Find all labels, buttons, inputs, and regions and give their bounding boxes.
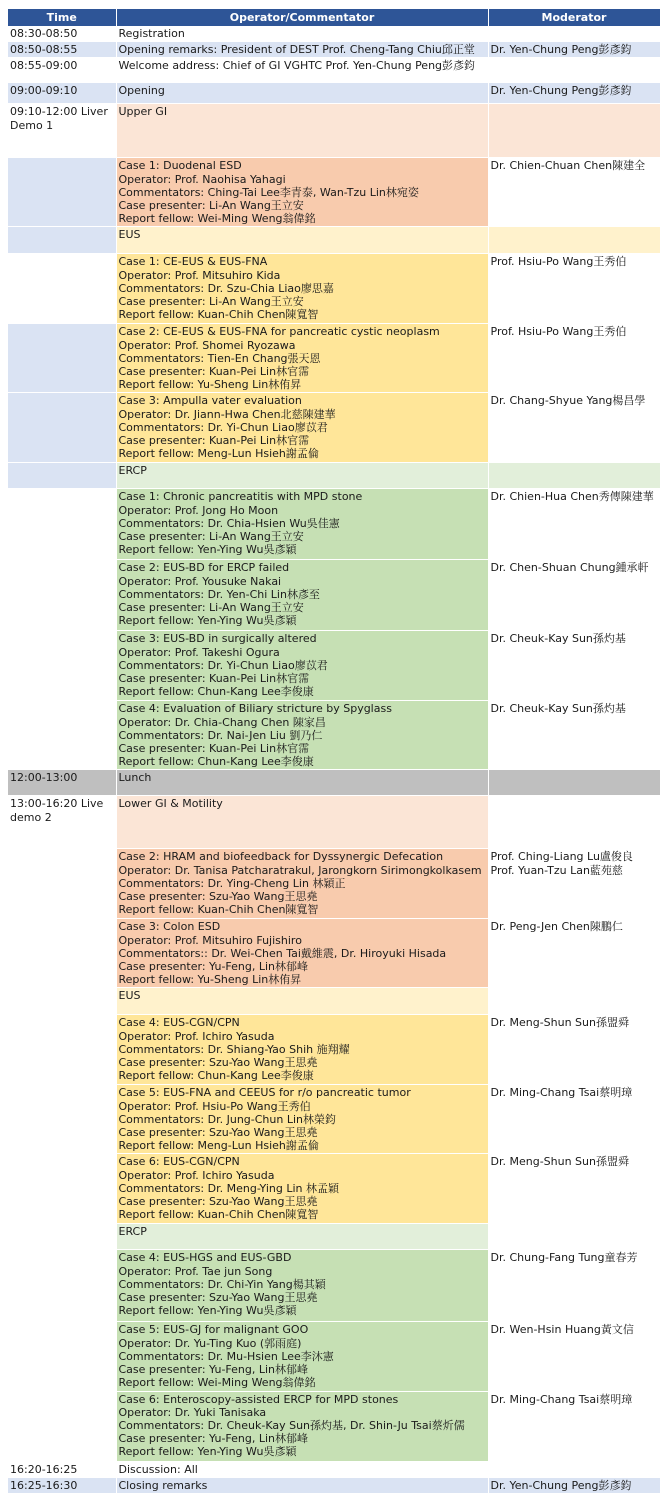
session-cell: Opening remarks: President of DEST Prof. Cheng-Tang Chiu邱正堂 <box>116 42 488 58</box>
moderator-cell: Dr. Chien-Hua Chen秀傳陳建華 <box>488 489 660 560</box>
schedule-row <box>8 26 660 42</box>
session-cell: ERCP <box>116 463 488 489</box>
session-cell: Lunch <box>116 770 488 796</box>
header-time: Time <box>8 9 116 26</box>
schedule-row <box>8 560 660 631</box>
moderator-cell: Dr. Ming-Chang Tsai蔡明璋 <box>488 1085 660 1154</box>
schedule-row <box>8 631 660 701</box>
time-cell: 08:55-09:00 <box>8 58 116 83</box>
session-cell: Case 6: Enteroscopy-assisted ERCP for MPD stones Operator: Dr. Yuki Tanisaka Commentators: Dr. Cheuk-Kay Sun孫灼基, Dr. Shin-Ju Tsai蔡炘儒 Case presenter: Yu-Feng, Lin林郁峰 Report fellow: Yen-Ying Wu吳彥穎 <box>116 1391 488 1461</box>
moderator-cell: Dr. Yen-Chung Peng彭彥鈞 <box>488 42 660 58</box>
schedule-table <box>8 9 661 1494</box>
session-cell: Case 3: EUS-BD in surgically altered Operator: Prof. Takeshi Ogura Commentators: Dr. Yi-Chun Liao廖苡君 Case presenter: Kuan-Pei Lin林官霈 Report fellow: Chun-Kang Lee李俊康 <box>116 631 488 701</box>
time-cell <box>8 1224 116 1250</box>
session-cell: Case 5: EUS-GJ for malignant GOO Operator: Dr. Yu-Ting Kuo (郭雨庭) Commentators: Dr. Mu-Hsien Lee李沐憲 Case presenter: Yu-Feng, Lin林郁峰 Report fellow: Wei-Ming Weng翁偉銘 <box>116 1322 488 1391</box>
moderator-cell: Dr. Meng-Shun Sun孫盟舜 <box>488 1154 660 1224</box>
time-cell: 16:25-16:30 <box>8 1477 116 1493</box>
moderator-cell: Dr. Peng-Jen Chen陳鵬仁 <box>488 919 660 988</box>
moderator-cell: Dr. Chung-Fang Tung童春芳 <box>488 1250 660 1322</box>
time-cell <box>8 849 116 919</box>
session-cell: Case 2: EUS-BD for ERCP failed Operator: Prof. Yousuke Nakai Commentators: Dr. Yen-Chi Lin林彥至 Case presenter: Li-An Wang王立安 Report fellow: Yen-Ying Wu吳彥穎 <box>116 560 488 631</box>
schedule-row <box>8 1224 660 1250</box>
session-cell: Closing remarks <box>116 1477 488 1493</box>
session-cell: Case 1: Chronic pancreatitis with MPD stone Operator: Prof. Jong Ho Moon Commentators: Dr. Chia-Hsien Wu吳佳憲 Case presenter: Li-An Wang王立安 Report fellow: Yen-Ying Wu吳彥穎 <box>116 489 488 560</box>
moderator-cell <box>488 770 660 796</box>
session-cell: Case 5: EUS-FNA and CEEUS for r/o pancreatic tumor Operator: Prof. Hsiu-Po Wang王秀伯 Commentators: Dr. Jung-Chun Lin林榮鈞 Case presenter: Szu-Yao Wang王思堯 Report fellow: Meng-Lun Hsieh謝孟倫 <box>116 1085 488 1154</box>
schedule-body <box>8 26 660 1493</box>
schedule-row <box>8 254 660 324</box>
session-cell: Discussion: All <box>116 1461 488 1477</box>
schedule-row <box>8 158 660 227</box>
schedule-row <box>8 1085 660 1154</box>
session-cell: Case 6: EUS-CGN/CPN Operator: Prof. Ichiro Yasuda Commentators: Dr. Meng-Ying Lin 林孟穎 Case presenter: Szu-Yao Wang王思堯 Report fellow: Kuan-Chih Chen陳寬智 <box>116 1154 488 1224</box>
moderator-cell: Dr. Cheuk-Kay Sun孫灼基 <box>488 701 660 770</box>
schedule-row <box>8 42 660 58</box>
schedule-row <box>8 701 660 770</box>
time-cell <box>8 393 116 463</box>
time-cell: 08:30-08:50 <box>8 26 116 42</box>
schedule-row <box>8 1461 660 1477</box>
schedule-row <box>8 489 660 560</box>
schedule-row <box>8 463 660 489</box>
session-cell: EUS <box>116 227 488 254</box>
moderator-cell <box>488 58 660 83</box>
time-cell: 16:20-16:25 <box>8 1461 116 1477</box>
session-cell: Opening <box>116 83 488 104</box>
session-cell: Case 1: Duodenal ESD Operator: Prof. Naohisa Yahagi Commentators: Ching-Tai Lee李青泰, Wan-Tzu Lin林宛姿 Case presenter: Li-An Wang王立安 Report fellow: Wei-Ming Weng翁偉銘 <box>116 158 488 227</box>
session-cell: Case 4: Evaluation of Biliary stricture by Spyglass Operator: Dr. Chia-Chang Chen 陳家昌 Commentators: Dr. Nai-Jen Liu 劉乃仁 Case presenter: Kuan-Pei Lin林官霈 Report fellow: Chun-Kang Lee李俊康 <box>116 701 488 770</box>
moderator-cell: Prof. Hsiu-Po Wang王秀伯 <box>488 254 660 324</box>
time-cell <box>8 1250 116 1322</box>
moderator-cell: Dr. Chang-Shyue Yang楊昌學 <box>488 393 660 463</box>
moderator-cell <box>488 104 660 158</box>
schedule-row <box>8 1250 660 1322</box>
header-moderator: Moderator <box>488 9 660 26</box>
session-cell: Welcome address: Chief of GI VGHTC Prof. Yen-Chung Peng彭彥鈞 <box>116 58 488 83</box>
time-cell <box>8 254 116 324</box>
schedule-row <box>8 1015 660 1085</box>
moderator-cell <box>488 227 660 254</box>
moderator-cell <box>488 796 660 849</box>
time-cell <box>8 227 116 254</box>
schedule-row <box>8 1477 660 1493</box>
schedule-row <box>8 988 660 1015</box>
time-cell: 09:00-09:10 <box>8 83 116 104</box>
session-cell: Case 4: EUS-HGS and EUS-GBD Operator: Prof. Tae jun Song Commentators: Dr. Chi-Yin Yang楊其穎 Case presenter: Szu-Yao Wang王思堯 Report fellow: Yen-Ying Wu吳彥穎 <box>116 1250 488 1322</box>
session-cell: Case 2: CE-EUS & EUS-FNA for pancreatic cystic neoplasm Operator: Prof. Shomei Ryozawa Commentators: Tien-En Chang張天恩 Case presenter: Kuan-Pei Lin林官霈 Report fellow: Yu-Sheng Lin林侑昇 <box>116 324 488 393</box>
moderator-cell: Dr. Yen-Chung Peng彭彥鈞 <box>488 1477 660 1493</box>
moderator-cell: Dr. Meng-Shun Sun孫盟舜 <box>488 1015 660 1085</box>
session-cell: Registration <box>116 26 488 42</box>
schedule-row <box>8 58 660 83</box>
header-row <box>8 9 660 26</box>
time-cell <box>8 919 116 988</box>
time-cell <box>8 463 116 489</box>
time-cell: 09:10-12:00 Liver Demo 1 <box>8 104 116 158</box>
moderator-cell: Dr. Wen-Hsin Huang黃文信 <box>488 1322 660 1391</box>
moderator-cell <box>488 463 660 489</box>
time-cell <box>8 158 116 227</box>
moderator-cell: Dr. Ming-Chang Tsai蔡明璋 <box>488 1391 660 1461</box>
time-cell <box>8 324 116 393</box>
schedule-row <box>8 104 660 158</box>
session-cell: EUS <box>116 988 488 1015</box>
time-cell <box>8 1154 116 1224</box>
time-cell <box>8 1391 116 1461</box>
schedule-row <box>8 770 660 796</box>
moderator-cell <box>488 988 660 1015</box>
time-cell <box>8 1085 116 1154</box>
moderator-cell <box>488 26 660 42</box>
moderator-cell: Prof. Hsiu-Po Wang王秀伯 <box>488 324 660 393</box>
schedule-row <box>8 324 660 393</box>
session-cell: Upper GI <box>116 104 488 158</box>
schedule-row <box>8 227 660 254</box>
time-cell: 13:00-16:20 Live demo 2 <box>8 796 116 849</box>
schedule-row <box>8 393 660 463</box>
time-cell <box>8 631 116 701</box>
time-cell <box>8 1322 116 1391</box>
schedule-row <box>8 1154 660 1224</box>
moderator-cell: Dr. Cheuk-Kay Sun孫灼基 <box>488 631 660 701</box>
moderator-cell: Dr. Yen-Chung Peng彭彥鈞 <box>488 83 660 104</box>
schedule-row <box>8 849 660 919</box>
time-cell <box>8 489 116 560</box>
session-cell: Case 3: Ampulla vater evaluation Operator: Dr. Jiann-Hwa Chen北慈陳建華 Commentators: Dr. Yi-Chun Liao廖苡君 Case presenter: Kuan-Pei Lin林官霈 Report fellow: Meng-Lun Hsieh謝孟倫 <box>116 393 488 463</box>
moderator-cell: Dr. Chien-Chuan Chen陳建全 <box>488 158 660 227</box>
time-cell <box>8 1015 116 1085</box>
moderator-cell <box>488 1461 660 1477</box>
schedule-row <box>8 1322 660 1391</box>
time-cell <box>8 560 116 631</box>
time-cell <box>8 701 116 770</box>
schedule-row <box>8 796 660 849</box>
session-cell: ERCP <box>116 1224 488 1250</box>
schedule-row <box>8 1391 660 1461</box>
session-cell: Lower GI & Motility <box>116 796 488 849</box>
moderator-cell <box>488 1224 660 1250</box>
moderator-cell: Prof. Ching-Liang Lu盧俊良 Prof. Yuan-Tzu Lan藍苑慈 <box>488 849 660 919</box>
time-cell: 08:50-08:55 <box>8 42 116 58</box>
session-cell: Case 3: Colon ESD Operator: Prof. Mitsuhiro Fujishiro Commentators:: Dr. Wei-Chen Tai戴維震, Dr. Hiroyuki Hisada Case presenter: Yu-Feng, Lin林郁峰 Report fellow: Yu-Sheng Lin林侑昇 <box>116 919 488 988</box>
moderator-cell: Dr. Chen-Shuan Chung鍾承軒 <box>488 560 660 631</box>
schedule-row <box>8 919 660 988</box>
header-operator: Operator/Commentator <box>116 9 488 26</box>
session-cell: Case 2: HRAM and biofeedback for Dyssynergic Defecation Operator: Dr. Tanisa Patcharatrakul, Jarongkorn Sirimongkolkasem Commentators: Dr. Ying-Cheng Lin 林穎正 Case presenter: Szu-Yao Wang王思堯 Report fellow: Kuan-Chih Chen陳寬智 <box>116 849 488 919</box>
time-cell: 12:00-13:00 <box>8 770 116 796</box>
session-cell: Case 4: EUS-CGN/CPN Operator: Prof. Ichiro Yasuda Commentators: Dr. Shiang-Yao Shih 施翔耀 Case presenter: Szu-Yao Wang王思堯 Report fellow: Chun-Kang Lee李俊康 <box>116 1015 488 1085</box>
session-cell: Case 1: CE-EUS & EUS-FNA Operator: Prof. Mitsuhiro Kida Commentators: Dr. Szu-Chia Liao廖思嘉 Case presenter: Li-An Wang王立安 Report fellow: Kuan-Chih Chen陳寬智 <box>116 254 488 324</box>
time-cell <box>8 988 116 1015</box>
schedule-row <box>8 83 660 104</box>
